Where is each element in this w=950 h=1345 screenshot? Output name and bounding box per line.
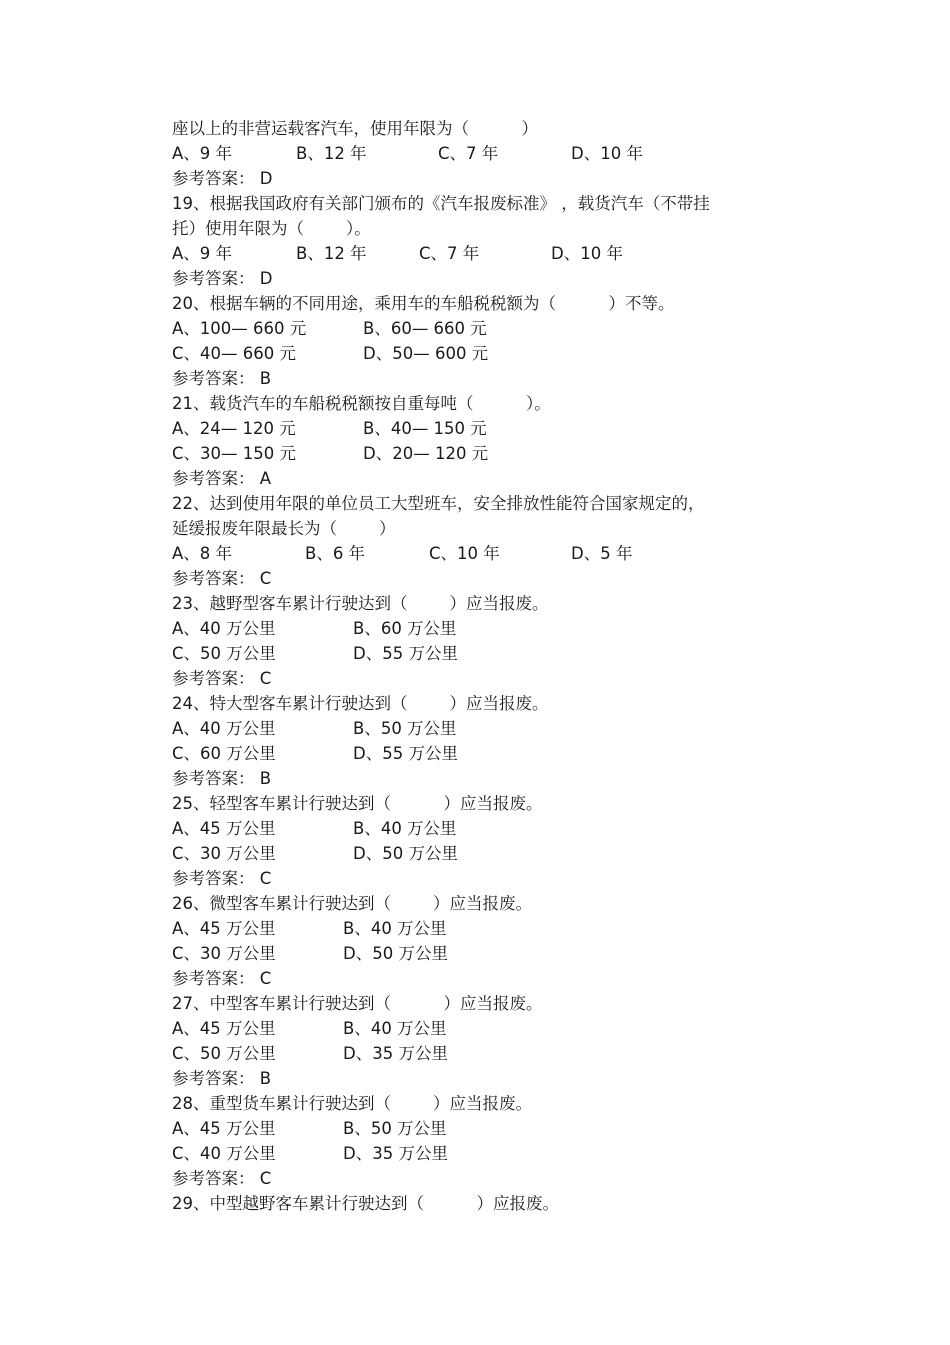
options-row [172,1041,448,1066]
option-c: C、7 年 [438,144,499,163]
options-row [172,941,448,966]
options-row [172,1016,447,1041]
option-a: A、45 万公里 [172,819,276,838]
reference-answer: 参考答案： C [172,669,272,688]
question-stem: 19、根据我国政府有关部门颁布的《汽车报废标准》 ，载货汽车（不带挂 [172,194,710,213]
option-d: D、20— 120 元 [363,444,489,463]
option-b: B、40 万公里 [353,819,457,838]
option-d: D、50— 600 元 [363,344,489,363]
options-row [172,741,458,766]
option-c: C、10 年 [429,544,500,563]
options-row [172,641,458,666]
option-a: A、45 万公里 [172,1019,276,1038]
option-d: D、55 万公里 [353,644,458,663]
options-row [172,841,458,866]
question-stem: 24、特大型客车累计行驶达到（ ）应当报废。 [172,694,549,713]
option-a: A、100— 660 元 [172,319,307,338]
option-c: C、60 万公里 [172,744,276,763]
option-a: A、45 万公里 [172,919,276,938]
option-a: A、8 年 [172,544,233,563]
option-c: C、30 万公里 [172,844,276,863]
options-row [172,916,447,941]
option-b: B、6 年 [305,544,366,563]
question-stem-continuation: 延缓报废年限最长为（ ） [172,519,396,538]
question-stem-continuation: 托）使用年限为（ ）。 [172,219,371,238]
options-row [172,316,487,341]
options-row [172,416,487,441]
options-row [172,141,643,166]
reference-answer: 参考答案： B [172,769,272,788]
question-stem: 26、微型客车累计行驶达到（ ）应当报废。 [172,894,532,913]
option-b: B、60— 660 元 [363,319,487,338]
option-b: B、12 年 [296,244,367,263]
options-row [172,1116,447,1141]
option-a: A、45 万公里 [172,1119,276,1138]
options-row [172,241,623,266]
option-c: C、30— 150 元 [172,444,296,463]
options-row [172,541,633,566]
option-c: C、40 万公里 [172,1144,276,1163]
options-row [172,341,489,366]
option-a: A、40 万公里 [172,719,276,738]
question-stem: 21、载货汽车的车船税税额按自重每吨（ ）。 [172,394,551,413]
question-stem-continuation: 座以上的非营运载客汽车，使用年限为（ ） [172,119,538,138]
reference-answer: 参考答案： C [172,569,272,588]
question-stem: 29、中型越野客车累计行驶达到（ ）应报废。 [172,1194,559,1213]
question-stem: 23、越野型客车累计行驶达到（ ）应当报废。 [172,594,549,613]
question-stem: 22、达到使用年限的单位员工大型班车，安全排放性能符合国家规定的， [172,494,705,513]
option-c: C、30 万公里 [172,944,276,963]
options-row [172,441,489,466]
options-row [172,816,457,841]
option-d: D、5 年 [571,544,633,563]
options-row [172,1141,448,1166]
option-d: D、50 万公里 [353,844,458,863]
option-b: B、50 万公里 [353,719,457,738]
option-b: B、60 万公里 [353,619,457,638]
options-row [172,616,457,641]
option-d: D、10 年 [551,244,623,263]
question-stem: 27、中型客车累计行驶达到（ ）应当报废。 [172,994,543,1013]
reference-answer: 参考答案： C [172,969,272,988]
options-row [172,716,457,741]
reference-answer: 参考答案： D [172,169,273,188]
option-b: B、40 万公里 [343,1019,447,1038]
question-stem: 20、根据车辆的不同用途，乘用车的车船税税额为（ ）不等。 [172,294,675,313]
question-stem: 28、重型货车累计行驶达到（ ）应当报废。 [172,1094,532,1113]
option-b: B、12 年 [296,144,367,163]
option-b: B、50 万公里 [343,1119,447,1138]
option-c: C、7 年 [419,244,480,263]
option-d: D、10 年 [571,144,643,163]
option-a: A、40 万公里 [172,619,276,638]
reference-answer: 参考答案： B [172,369,272,388]
option-a: A、9 年 [172,144,233,163]
option-a: A、9 年 [172,244,233,263]
reference-answer: 参考答案： D [172,269,273,288]
option-d: D、35 万公里 [343,1044,448,1063]
option-c: C、40— 660 元 [172,344,296,363]
option-d: D、35 万公里 [343,1144,448,1163]
option-b: B、40— 150 元 [363,419,487,438]
reference-answer: 参考答案： A [172,469,272,488]
option-d: D、50 万公里 [343,944,448,963]
option-c: C、50 万公里 [172,1044,276,1063]
question-stem: 25、轻型客车累计行驶达到（ ）应当报废。 [172,794,543,813]
option-b: B、40 万公里 [343,919,447,938]
option-d: D、55 万公里 [353,744,458,763]
option-c: C、50 万公里 [172,644,276,663]
reference-answer: 参考答案： C [172,1169,272,1188]
reference-answer: 参考答案： C [172,869,272,888]
option-a: A、24— 120 元 [172,419,296,438]
reference-answer: 参考答案： B [172,1069,272,1088]
